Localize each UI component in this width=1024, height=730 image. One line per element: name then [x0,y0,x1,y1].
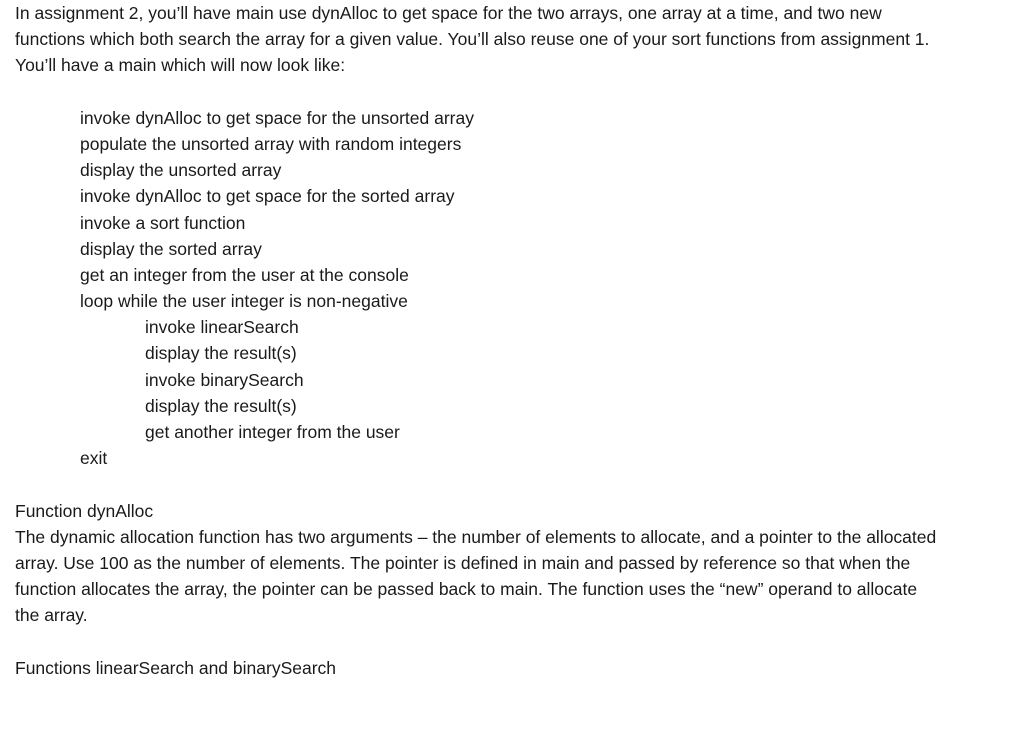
exit-step: exit [80,448,108,469]
main-step: invoke a sort function [80,212,246,233]
main-step: loop while the user integer is non-negative [80,291,408,312]
main-step: invoke dynAlloc to get space for the unsorted array [80,107,474,128]
main-outline [15,105,1005,472]
dynalloc-line: The dynamic allocation function has two arguments – the number of elements to allocate, and a pointer to the allocated [15,526,937,547]
loop-step: display the result(s) [145,395,297,416]
search-section [15,655,1005,681]
document-body [15,0,1005,681]
main-step: display the sorted array [80,238,262,259]
dynalloc-line: the array. [15,605,88,626]
spacer [15,471,1005,497]
section-heading: Functions linearSearch and binarySearch [15,657,337,678]
dynalloc-section [15,498,1005,629]
main-step: populate the unsorted array with random integers [80,133,462,154]
main-step: display the unsorted array [80,160,282,181]
loop-step: invoke linearSearch [145,317,299,338]
intro-line: In assignment 2, you’ll have main use dynAlloc to get space for the two arrays, one array at a time, and two new [15,3,882,23]
main-step: get an integer from the user at the console [80,264,409,285]
section-heading: Function dynAlloc [15,500,154,521]
loop-step: display the result(s) [145,343,297,364]
intro-line: You’ll have a main which will now look like: [15,55,346,76]
spacer [15,629,1005,655]
dynalloc-line: function allocates the array, the pointer can be passed back to main. The function uses the “new” operand to allocate [15,579,918,600]
intro-paragraph [15,0,1005,79]
main-step: invoke dynAlloc to get space for the sorted array [80,186,455,207]
intro-line: functions which both search the array for a given value. You’ll also reuse one of your sort functions from assignment 1. [15,29,930,50]
spacer [15,79,1005,105]
loop-step: get another integer from the user [145,422,400,442]
dynalloc-line: array. Use 100 as the number of elements. The pointer is defined in main and passed by reference so that when the [15,552,911,573]
loop-step: invoke binarySearch [145,369,304,390]
